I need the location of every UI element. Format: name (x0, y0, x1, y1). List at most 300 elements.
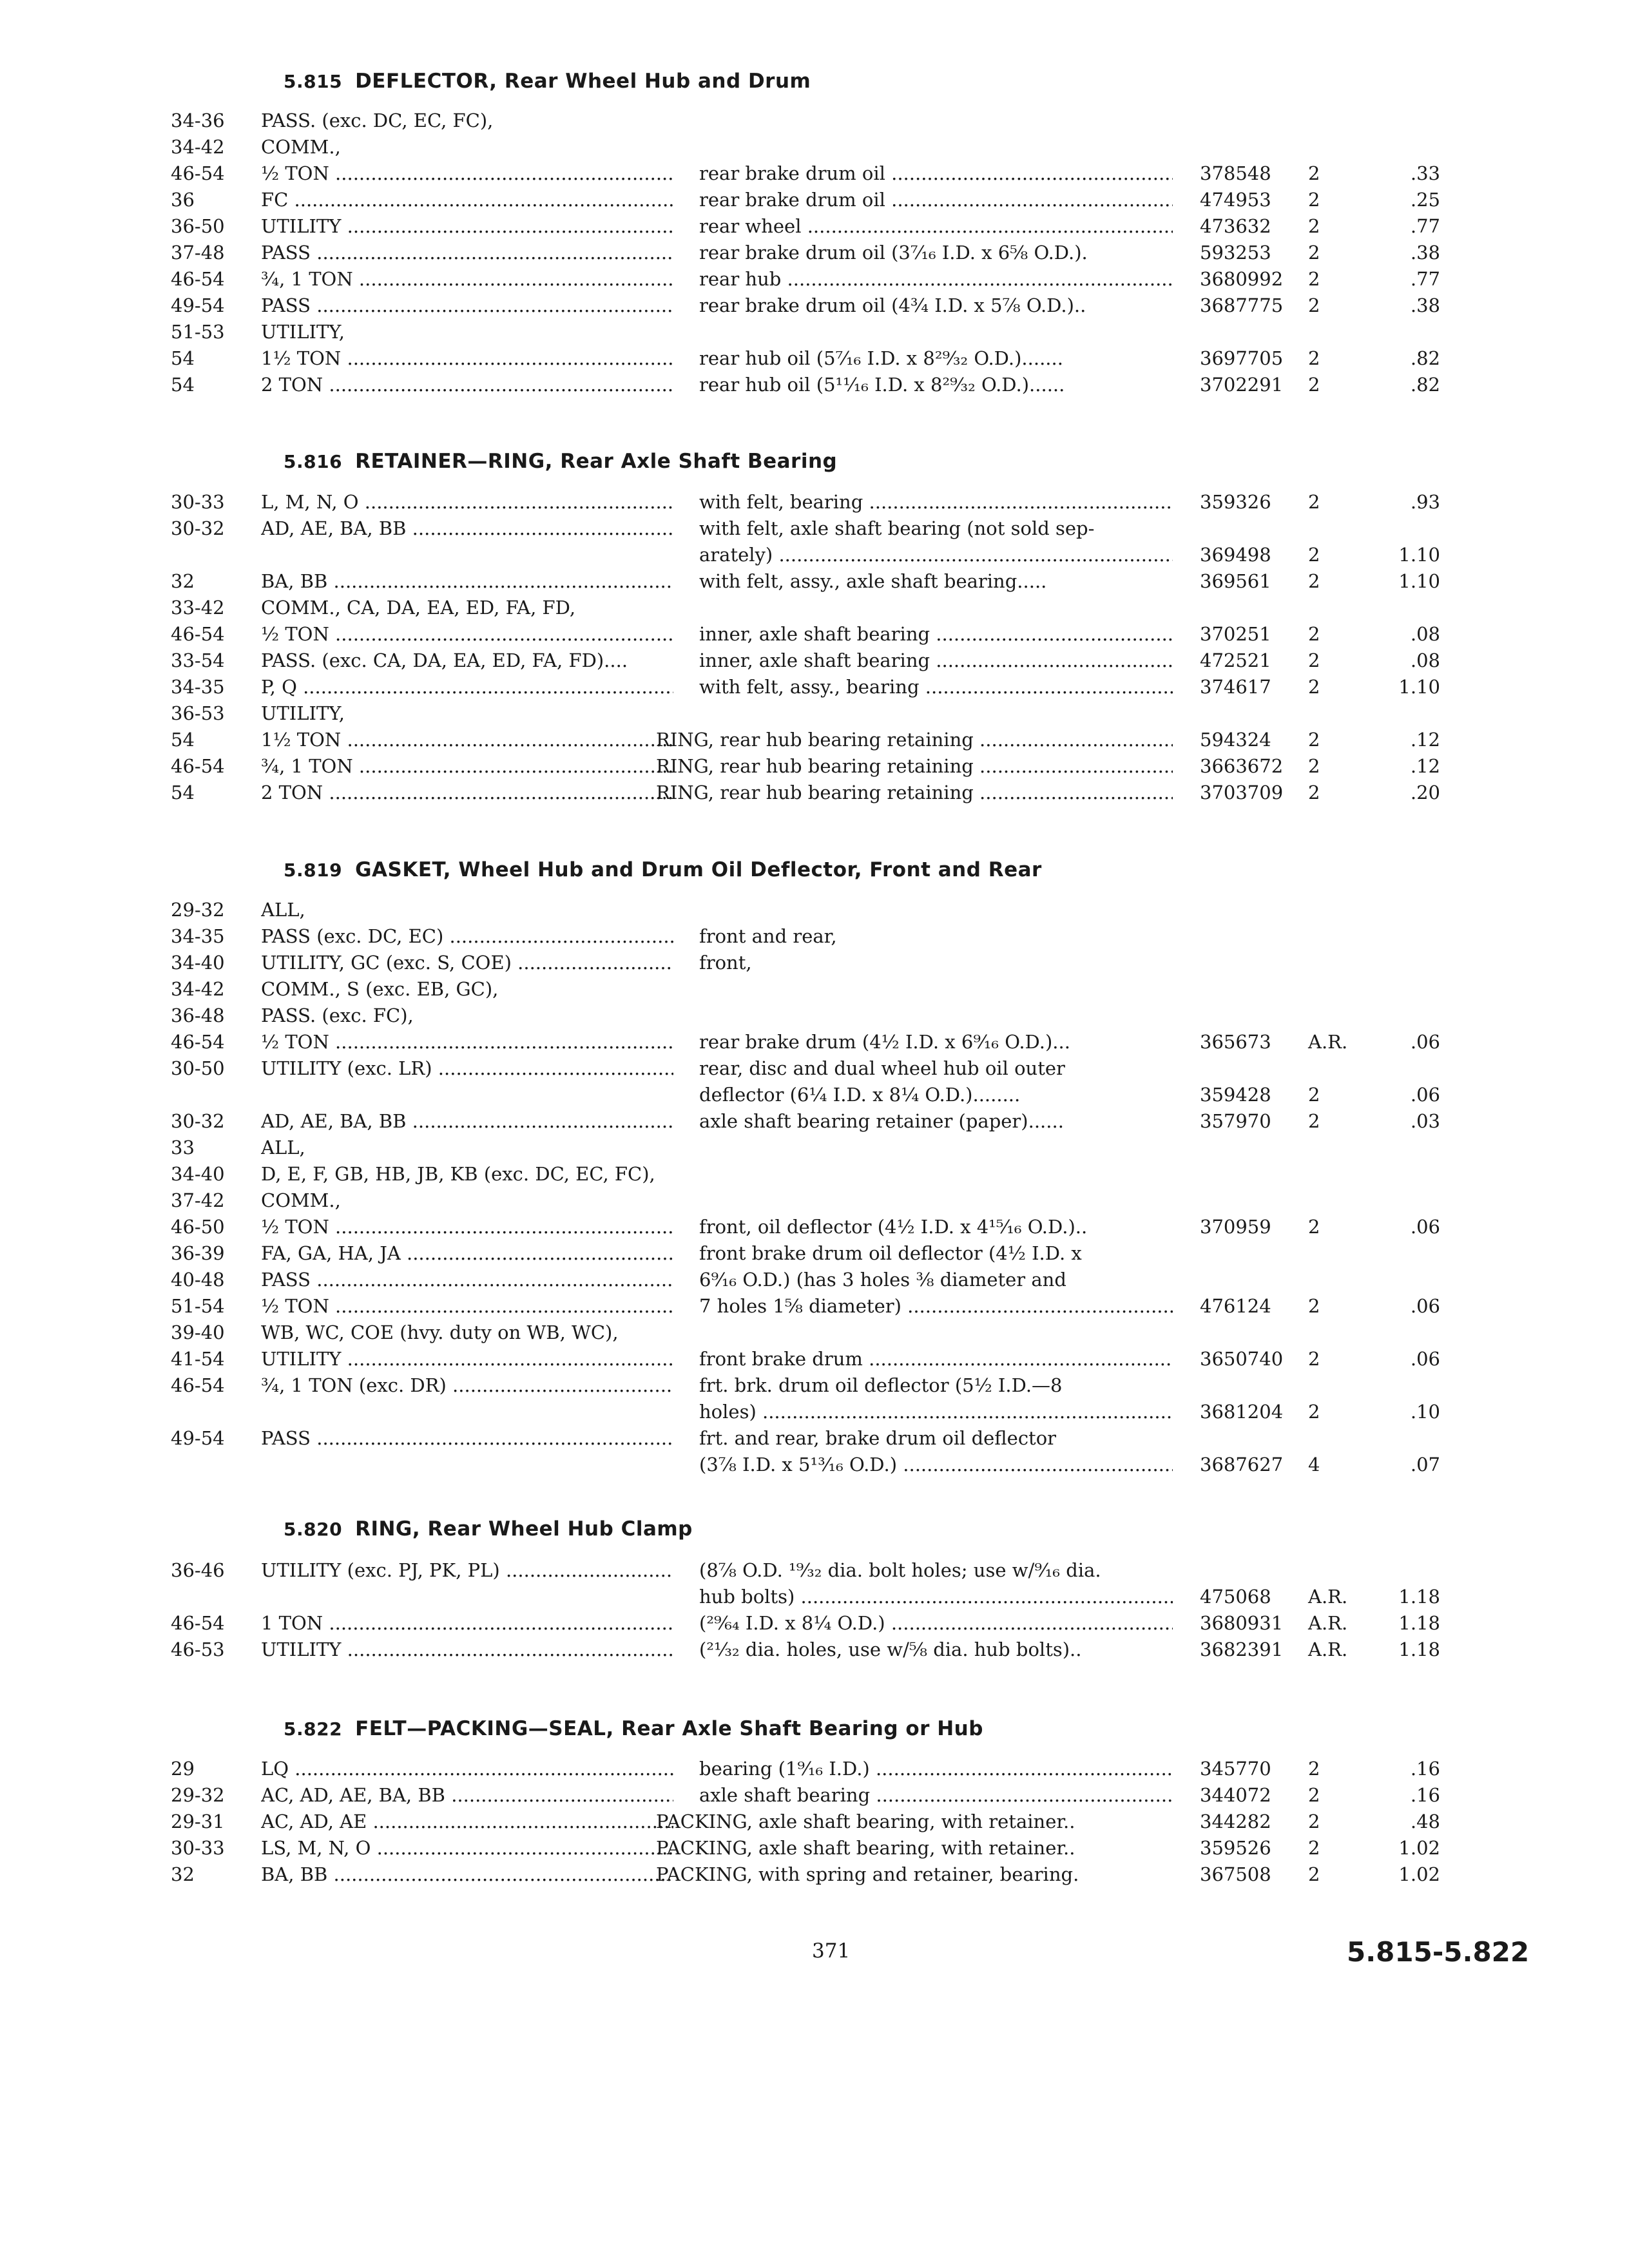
model-cell: COMM., CA, DA, EA, ED, FA, FD, (261, 597, 576, 619)
price-cell: .08 (1410, 623, 1440, 645)
part-number-cell: 365673 (1200, 1031, 1271, 1053)
parts-row (0, 189, 1629, 216)
quantity-cell: A.R. (1308, 1586, 1348, 1608)
parts-row (0, 491, 1629, 518)
part-number-cell: 3681204 (1200, 1401, 1284, 1423)
year-cell: 33-54 (171, 649, 225, 671)
description-cell: with felt, assy., axle shaft bearing..... (699, 570, 1047, 592)
year-cell: 34-42 (171, 978, 225, 1000)
parts-row (0, 1269, 1629, 1296)
description-cell: deflector (6¼ I.D. x 8¼ O.D.)........ (699, 1084, 1021, 1106)
year-cell: 54 (171, 347, 195, 369)
parts-row (0, 162, 1629, 189)
quantity-cell: 2 (1308, 1084, 1320, 1106)
parts-row (0, 1216, 1629, 1243)
parts-row (0, 1295, 1629, 1322)
price-cell: 1.18 (1398, 1586, 1440, 1608)
year-cell: 46-54 (171, 162, 225, 184)
year-cell: 30-33 (171, 491, 225, 513)
price-cell: 1.10 (1398, 544, 1440, 566)
price-cell: .16 (1410, 1758, 1440, 1780)
description-cell: 7 holes 1⅝ diameter) ..... (699, 1295, 1173, 1317)
description-cell: axle shaft bearing ..... (699, 1784, 1173, 1806)
price-cell: 1.18 (1398, 1639, 1440, 1660)
part-number-cell: 345770 (1200, 1758, 1271, 1780)
year-cell: 32 (171, 1863, 195, 1885)
description-cell: rear brake drum oil ..... (699, 189, 1173, 211)
year-cell: 29 (171, 1758, 195, 1780)
model-cell: WB, WC, COE (hvy. duty on WB, WC), (261, 1321, 619, 1343)
description-cell: front, oil deflector (4½ I.D. x 4¹⁵⁄₁₆ O.D.).. (699, 1216, 1088, 1238)
parts-row (0, 1811, 1629, 1838)
year-cell: 46-54 (171, 623, 225, 645)
price-cell: .48 (1410, 1811, 1440, 1832)
year-cell: 32 (171, 570, 195, 592)
year-cell: 40-48 (171, 1269, 225, 1291)
description-cell: arately) ..... (699, 544, 1173, 566)
price-cell: 1.02 (1398, 1863, 1440, 1885)
model-cell: PASS. (exc. DC, EC, FC), (261, 110, 494, 131)
parts-row (0, 1758, 1629, 1785)
section-number: 5.816 (284, 451, 343, 472)
model-cell: UTILITY ..... (261, 1348, 673, 1370)
price-cell: .07 (1410, 1454, 1440, 1475)
parts-row (0, 1321, 1629, 1349)
description-cell: holes) ..... (699, 1401, 1173, 1423)
model-cell: PASS. (exc. CA, DA, EA, ED, FA, FD).... (261, 649, 628, 671)
description-cell: rear brake drum oil ..... (699, 162, 1173, 184)
parts-row (0, 294, 1629, 322)
description-cell: inner, axle shaft bearing ..... (699, 623, 1173, 645)
price-cell: .38 (1410, 242, 1440, 264)
parts-row (0, 1559, 1629, 1586)
parts-row (0, 623, 1629, 650)
description-cell: RING, rear hub bearing retaining ..... (656, 782, 1173, 803)
model-cell: ¾, 1 TON (exc. DR) ..... (261, 1374, 673, 1396)
description-cell: frt. and rear, brake drum oil deflector (699, 1427, 1057, 1449)
price-cell: .16 (1410, 1784, 1440, 1806)
parts-row (0, 1454, 1629, 1481)
part-number-cell: 3702291 (1200, 374, 1284, 396)
price-cell: .93 (1410, 491, 1440, 513)
parts-row (0, 952, 1629, 979)
part-number-cell: 359526 (1200, 1837, 1271, 1859)
part-number-cell: 594324 (1200, 729, 1271, 751)
price-cell: .38 (1410, 294, 1440, 316)
model-cell: AD, AE, BA, BB ..... (261, 517, 673, 539)
part-number-cell: 370251 (1200, 623, 1271, 645)
year-cell: 51-54 (171, 1295, 225, 1317)
description-cell: RING, rear hub bearing retaining ..... (656, 729, 1173, 751)
year-cell: 39-40 (171, 1321, 225, 1343)
model-cell: 1½ TON ..... (261, 347, 673, 369)
price-cell: .20 (1410, 782, 1440, 803)
year-cell: 36-53 (171, 702, 225, 724)
price-cell: .12 (1410, 755, 1440, 777)
description-cell: hub bolts) ..... (699, 1586, 1173, 1608)
parts-row (0, 1189, 1629, 1216)
part-number-cell: 367508 (1200, 1863, 1271, 1885)
quantity-cell: 2 (1308, 1110, 1320, 1132)
quantity-cell: 2 (1308, 782, 1320, 803)
model-cell: BA, BB ..... (261, 1863, 673, 1885)
quantity-cell: 2 (1308, 491, 1320, 513)
parts-row (0, 374, 1629, 401)
quantity-cell: 2 (1308, 162, 1320, 184)
part-number-cell: 3680992 (1200, 268, 1284, 290)
price-cell: .06 (1410, 1084, 1440, 1106)
description-cell: rear, disc and dual wheel hub oil outer (699, 1057, 1065, 1079)
part-number-cell: 374617 (1200, 676, 1271, 698)
quantity-cell: 2 (1308, 623, 1320, 645)
part-number-cell: 3680931 (1200, 1612, 1284, 1634)
description-cell: rear brake drum (4½ I.D. x 6⁹⁄₁₆ O.D.)... (699, 1031, 1070, 1053)
year-cell: 46-54 (171, 1031, 225, 1053)
parts-row (0, 1863, 1629, 1890)
description-cell: inner, axle shaft bearing ..... (699, 649, 1173, 671)
price-cell: 1.10 (1398, 570, 1440, 592)
section-heading: DEFLECTOR, Rear Wheel Hub and Drum (355, 70, 811, 93)
price-cell: .10 (1410, 1401, 1440, 1423)
year-cell: 46-50 (171, 1216, 225, 1238)
year-cell: 34-35 (171, 925, 225, 947)
year-cell: 30-32 (171, 517, 225, 539)
description-cell: rear brake drum oil (4¾ I.D. x 5⅞ O.D.).. (699, 294, 1086, 316)
description-cell: rear hub oil (5⁷⁄₁₆ I.D. x 8²⁹⁄₃₂ O.D.)....... (699, 347, 1063, 369)
model-cell: AC, AD, AE, BA, BB ..... (261, 1784, 673, 1806)
model-cell: LS, M, N, O ..... (261, 1837, 673, 1859)
model-cell: ¾, 1 TON ..... (261, 268, 673, 290)
year-cell: 54 (171, 729, 195, 751)
quantity-cell: 2 (1308, 374, 1320, 396)
year-cell: 36-39 (171, 1242, 225, 1264)
page-number: 371 (812, 1939, 851, 1963)
parts-row (0, 1784, 1629, 1811)
part-number-cell: 370959 (1200, 1216, 1271, 1238)
quantity-cell: 2 (1308, 1758, 1320, 1780)
price-cell: .12 (1410, 729, 1440, 751)
part-number-cell: 3703709 (1200, 782, 1284, 803)
quantity-cell: 2 (1308, 1295, 1320, 1317)
part-number-cell: 3650740 (1200, 1348, 1284, 1370)
description-cell: axle shaft bearing retainer (paper)...... (699, 1110, 1064, 1132)
parts-row (0, 755, 1629, 782)
section-range: 5.815-5.822 (1347, 1936, 1530, 1968)
description-cell: front brake drum oil deflector (4½ I.D. x (699, 1242, 1082, 1264)
year-cell: 36-46 (171, 1559, 225, 1581)
section-title (284, 70, 811, 93)
year-cell: 36-50 (171, 215, 225, 237)
description-cell: frt. brk. drum oil deflector (5½ I.D.—8 (699, 1374, 1063, 1396)
quantity-cell: 4 (1308, 1454, 1320, 1475)
model-cell: ALL, (261, 1137, 305, 1158)
quantity-cell: 2 (1308, 1784, 1320, 1806)
quantity-cell: 2 (1308, 1863, 1320, 1885)
model-cell: 2 TON ..... (261, 374, 673, 396)
price-cell: 1.18 (1398, 1612, 1440, 1634)
model-cell: ½ TON ..... (261, 1216, 673, 1238)
part-number-cell: 474953 (1200, 189, 1271, 211)
part-number-cell: 369561 (1200, 570, 1271, 592)
year-cell: 54 (171, 374, 195, 396)
model-cell: AD, AE, BA, BB ..... (261, 1110, 673, 1132)
year-cell: 29-31 (171, 1811, 225, 1832)
description-cell: rear hub ..... (699, 268, 1173, 290)
quantity-cell: 2 (1308, 544, 1320, 566)
year-cell: 34-40 (171, 1163, 225, 1185)
quantity-cell: 2 (1308, 1348, 1320, 1370)
year-cell: 51-53 (171, 321, 225, 343)
description-cell: rear brake drum oil (3⁷⁄₁₆ I.D. x 6⅝ O.D.). (699, 242, 1088, 264)
quantity-cell: A.R. (1308, 1031, 1348, 1053)
parts-row (0, 702, 1629, 729)
model-cell: UTILITY (exc. PJ, PK, PL) ..... (261, 1559, 673, 1581)
year-cell: 46-54 (171, 268, 225, 290)
section-heading: RETAINER—RING, Rear Axle Shaft Bearing (355, 450, 838, 473)
section-number: 5.815 (284, 71, 343, 92)
model-cell: COMM., (261, 136, 341, 158)
model-cell: PASS ..... (261, 1427, 673, 1449)
part-number-cell: 473632 (1200, 215, 1271, 237)
quantity-cell: 2 (1308, 570, 1320, 592)
year-cell: 37-48 (171, 242, 225, 264)
parts-row (0, 1137, 1629, 1164)
year-cell: 34-40 (171, 952, 225, 974)
year-cell: 37-42 (171, 1189, 225, 1211)
parts-row (0, 1837, 1629, 1864)
model-cell: FA, GA, HA, JA ..... (261, 1242, 673, 1264)
quantity-cell: 2 (1308, 1401, 1320, 1423)
description-cell: 6⁹⁄₁₆ O.D.) (has 3 holes ⅜ diameter and (699, 1269, 1066, 1291)
model-cell: LQ ..... (261, 1758, 673, 1780)
year-cell: 46-54 (171, 755, 225, 777)
parts-row (0, 782, 1629, 809)
part-number-cell: 3697705 (1200, 347, 1284, 369)
model-cell: AC, AD, AE ..... (261, 1811, 673, 1832)
price-cell: .82 (1410, 347, 1440, 369)
quantity-cell: 2 (1308, 1837, 1320, 1859)
model-cell: PASS. (exc. FC), (261, 1004, 414, 1026)
model-cell: UTILITY ..... (261, 1639, 673, 1660)
part-number-cell: 359428 (1200, 1084, 1271, 1106)
model-cell: BA, BB ..... (261, 570, 673, 592)
parts-row (0, 925, 1629, 952)
parts-row (0, 1242, 1629, 1269)
parts-row (0, 136, 1629, 163)
year-cell: 30-50 (171, 1057, 225, 1079)
price-cell: .06 (1410, 1031, 1440, 1053)
description-cell: (²¹⁄₃₂ dia. holes, use w/⅝ dia. hub bolts).. (699, 1639, 1082, 1660)
model-cell: UTILITY (exc. LR) ..... (261, 1057, 673, 1079)
parts-row (0, 1374, 1629, 1401)
price-cell: .82 (1410, 374, 1440, 396)
year-cell: 49-54 (171, 1427, 225, 1449)
quantity-cell: 2 (1308, 294, 1320, 316)
section-title (284, 450, 837, 473)
description-cell: bearing (1⁹⁄₁₆ I.D.) ..... (699, 1758, 1173, 1780)
description-cell: rear hub oil (5¹¹⁄₁₆ I.D. x 8²⁹⁄₃₂ O.D.)...... (699, 374, 1065, 396)
parts-row (0, 110, 1629, 137)
quantity-cell: 2 (1308, 729, 1320, 751)
parts-row (0, 1163, 1629, 1190)
parts-row (0, 1057, 1629, 1084)
year-cell: 29-32 (171, 1784, 225, 1806)
parts-row (0, 1110, 1629, 1137)
model-cell: PASS ..... (261, 242, 673, 264)
model-cell: D, E, F, GB, HB, JB, KB (exc. DC, EC, FC), (261, 1163, 655, 1185)
year-cell: 34-42 (171, 136, 225, 158)
price-cell: .03 (1410, 1110, 1440, 1132)
model-cell: COMM., (261, 1189, 341, 1211)
parts-row (0, 676, 1629, 703)
price-cell: .06 (1410, 1216, 1440, 1238)
parts-row (0, 544, 1629, 571)
year-cell: 36 (171, 189, 195, 211)
parts-row (0, 899, 1629, 926)
part-number-cell: 369498 (1200, 544, 1271, 566)
quantity-cell: 2 (1308, 755, 1320, 777)
description-cell: PACKING, with spring and retainer, bearing. (656, 1863, 1079, 1885)
year-cell: 34-35 (171, 676, 225, 698)
model-cell: 2 TON ..... (261, 782, 673, 803)
section-number: 5.820 (284, 1519, 343, 1540)
part-number-cell: 3663672 (1200, 755, 1284, 777)
part-number-cell: 3687627 (1200, 1454, 1284, 1475)
parts-row (0, 729, 1629, 756)
model-cell: COMM., S (exc. EB, GC), (261, 978, 499, 1000)
parts-row (0, 1401, 1629, 1428)
price-cell: .06 (1410, 1348, 1440, 1370)
quantity-cell: 2 (1308, 1811, 1320, 1832)
section-title (284, 1717, 983, 1740)
section-title (284, 858, 1042, 881)
price-cell: .33 (1410, 162, 1440, 184)
model-cell: ½ TON ..... (261, 1031, 673, 1053)
parts-row (0, 570, 1629, 597)
section-heading: FELT—PACKING—SEAL, Rear Axle Shaft Bearing or Hub (355, 1717, 983, 1740)
model-cell: UTILITY, GC (exc. S, COE) ..... (261, 952, 673, 974)
quantity-cell: 2 (1308, 676, 1320, 698)
model-cell: PASS (exc. DC, EC) ..... (261, 925, 673, 947)
model-cell: L, M, N, O ..... (261, 491, 673, 513)
quantity-cell: 2 (1308, 347, 1320, 369)
year-cell: 29-32 (171, 899, 225, 921)
quantity-cell: A.R. (1308, 1612, 1348, 1634)
model-cell: 1 TON ..... (261, 1612, 673, 1634)
parts-row (0, 649, 1629, 677)
model-cell: ½ TON ..... (261, 623, 673, 645)
description-cell: rear wheel ..... (699, 215, 1173, 237)
model-cell: 1½ TON ..... (261, 729, 673, 751)
year-cell: 36-48 (171, 1004, 225, 1026)
parts-row (0, 517, 1629, 544)
part-number-cell: 476124 (1200, 1295, 1271, 1317)
model-cell: UTILITY, (261, 702, 345, 724)
price-cell: .25 (1410, 189, 1440, 211)
quantity-cell: A.R. (1308, 1639, 1348, 1660)
parts-row (0, 268, 1629, 295)
part-number-cell: 3687775 (1200, 294, 1284, 316)
quantity-cell: 2 (1308, 215, 1320, 237)
model-cell: ALL, (261, 899, 305, 921)
description-cell: with felt, axle shaft bearing (not sold sep- (699, 517, 1095, 539)
description-cell: (²⁹⁄₆₄ I.D. x 8¼ O.D.) ..... (699, 1612, 1173, 1634)
part-number-cell: 3682391 (1200, 1639, 1284, 1660)
model-cell: PASS ..... (261, 1269, 673, 1291)
year-cell: 46-54 (171, 1612, 225, 1634)
part-number-cell: 472521 (1200, 649, 1271, 671)
description-cell: front and rear, (699, 925, 837, 947)
parts-row (0, 1639, 1629, 1666)
description-cell: with felt, bearing ..... (699, 491, 1173, 513)
model-cell: UTILITY ..... (261, 215, 673, 237)
description-cell: (3⅞ I.D. x 5¹³⁄₁₆ O.D.) ..... (699, 1454, 1173, 1475)
description-cell: front brake drum ..... (699, 1348, 1173, 1370)
quantity-cell: 2 (1308, 189, 1320, 211)
price-cell: 1.10 (1398, 676, 1440, 698)
description-cell: PACKING, axle shaft bearing, with retainer.. (656, 1837, 1075, 1859)
parts-row (0, 242, 1629, 269)
parts-row (0, 597, 1629, 624)
model-cell: FC ..... (261, 189, 673, 211)
parts-row (0, 1348, 1629, 1375)
part-number-cell: 378548 (1200, 162, 1271, 184)
year-cell: 46-53 (171, 1639, 225, 1660)
parts-row (0, 1004, 1629, 1032)
model-cell: ½ TON ..... (261, 1295, 673, 1317)
parts-row (0, 1427, 1629, 1454)
year-cell: 30-32 (171, 1110, 225, 1132)
parts-row (0, 1084, 1629, 1111)
parts-row (0, 1586, 1629, 1613)
model-cell: P, Q ..... (261, 676, 673, 698)
model-cell: ¾, 1 TON ..... (261, 755, 673, 777)
parts-row (0, 347, 1629, 374)
part-number-cell: 344072 (1200, 1784, 1271, 1806)
part-number-cell: 357970 (1200, 1110, 1271, 1132)
parts-row (0, 215, 1629, 242)
year-cell: 33 (171, 1137, 195, 1158)
year-cell: 41-54 (171, 1348, 225, 1370)
year-cell: 34-36 (171, 110, 225, 131)
parts-row (0, 1031, 1629, 1058)
year-cell: 49-54 (171, 294, 225, 316)
year-cell: 54 (171, 782, 195, 803)
part-number-cell: 593253 (1200, 242, 1271, 264)
year-cell: 33-42 (171, 597, 225, 619)
model-cell: ½ TON ..... (261, 162, 673, 184)
section-heading: GASKET, Wheel Hub and Drum Oil Deflector, Front and Rear (355, 858, 1042, 881)
price-cell: .77 (1410, 215, 1440, 237)
section-heading: RING, Rear Wheel Hub Clamp (355, 1517, 693, 1541)
section-number: 5.819 (284, 860, 343, 881)
description-cell: (8⅞ O.D. ¹⁹⁄₃₂ dia. bolt holes; use w/⁹⁄₁₆ dia. (699, 1559, 1101, 1581)
section-title (284, 1517, 693, 1541)
description-cell: front, (699, 952, 752, 974)
year-cell: 46-54 (171, 1374, 225, 1396)
model-cell: UTILITY, (261, 321, 345, 343)
part-number-cell: 359326 (1200, 491, 1271, 513)
parts-row (0, 1612, 1629, 1639)
quantity-cell: 2 (1308, 268, 1320, 290)
description-cell: RING, rear hub bearing retaining ..... (656, 755, 1173, 777)
price-cell: .06 (1410, 1295, 1440, 1317)
description-cell: with felt, assy., bearing ..... (699, 676, 1173, 698)
price-cell: .77 (1410, 268, 1440, 290)
description-cell: PACKING, axle shaft bearing, with retainer.. (656, 1811, 1075, 1832)
price-cell: 1.02 (1398, 1837, 1440, 1859)
part-number-cell: 475068 (1200, 1586, 1271, 1608)
